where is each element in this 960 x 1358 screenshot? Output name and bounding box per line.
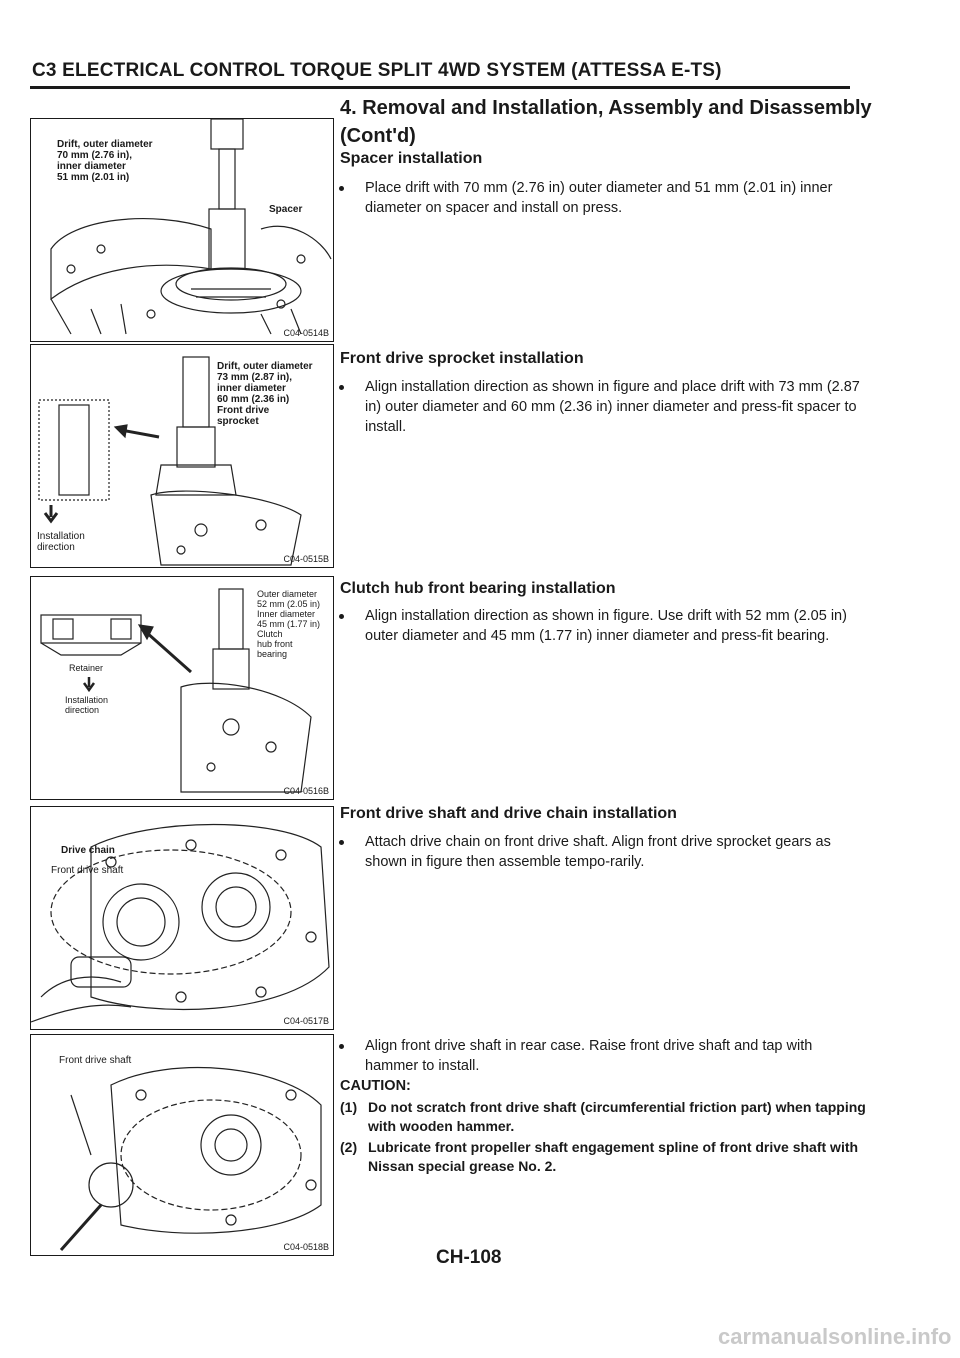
figure-illustration (31, 807, 333, 1029)
step-text-spacer: Place drift with 70 mm (2.76 in) outer diameter and 51 mm (2.01 in) inner diameter on spacer and install on press. (345, 178, 865, 218)
figure-illustration (31, 1035, 333, 1255)
figure-label-installation-direction: Installation direction (37, 531, 85, 553)
figure-front-drive-sprocket (30, 344, 334, 568)
figure-code: C04-0515B (283, 554, 329, 564)
figure-spacer-installation (30, 118, 334, 342)
figure-drive-chain (30, 806, 334, 1030)
step-text-clutch-hub-bearing: Align installation direction as shown in figure. Use drift with 52 mm (2.05 in) outer diameter and 45 mm (1.77 in) inner diameter and press-fit bearing. (345, 606, 865, 646)
figure-front-drive-shaft (30, 1034, 334, 1256)
bullet (339, 1044, 344, 1049)
section-title: 4. Removal and Installation, Assembly and Disassembly (Cont'd) (340, 97, 872, 147)
figure-label-retainer: Retainer (69, 663, 104, 673)
figure-label-front-drive-shaft: Front drive shaft (59, 1055, 132, 1066)
caution-title: CAUTION: (340, 1078, 411, 1094)
header-rule (30, 86, 850, 89)
caution-item: (1) Do not scratch front drive shaft (circumferential friction part) when tapping with wooden hammer. (340, 1099, 866, 1134)
step-text-front-drive-sprocket: Align installation direction as shown in figure and place drift with 73 mm (2.87 in) outer diameter and 60 mm (2.36 in) inner diameter and press-fit spacer to install. (345, 377, 865, 437)
figure-label-spacer: Spacer (269, 204, 303, 215)
bullet (339, 840, 344, 845)
bullet (339, 186, 344, 191)
figure-code: C04-0518B (283, 1242, 329, 1252)
figure-code: C04-0514B (283, 328, 329, 338)
step-title-clutch-hub-bearing: Clutch hub front bearing installation (340, 580, 616, 597)
page-header-title: C3 ELECTRICAL CONTROL TORQUE SPLIT 4WD SYSTEM (ATTESSA E-TS) (32, 60, 722, 81)
step-title-drive-shaft-chain: Front drive shaft and drive chain installation (340, 805, 677, 822)
bullet (339, 614, 344, 619)
bullet (339, 385, 344, 390)
figure-label-installation-direction: Installation direction (65, 695, 109, 715)
figure-label-front-drive-shaft: Front drive shaft (51, 865, 124, 876)
step-title-spacer: Spacer installation (340, 150, 483, 167)
figure-label: Drift, outer diameter 73 mm (2.87 in), inner diameter 60 mm (2.36 in) Front drive sprocket (217, 361, 313, 427)
step-text-align-shaft: Align front drive shaft in rear case. Raise front drive shaft and tap with hammer to install. (345, 1036, 865, 1076)
figure-label-drive-chain: Drive chain (61, 845, 115, 856)
step-text-drive-shaft-chain: Attach drive chain on front drive shaft. Align front drive sprocket gears as shown in figure then assemble tempo-rarily. (345, 832, 865, 872)
step-title-front-drive-sprocket: Front drive sprocket installation (340, 350, 584, 367)
figure-clutch-hub-bearing (30, 576, 334, 800)
figure-label: Drift, outer diameter 70 mm (2.76 in), inner diameter 51 mm (2.01 in) (57, 139, 153, 183)
figure-code: C04-0517B (283, 1016, 329, 1026)
caution-item: (2) Lubricate front propeller shaft engagement spline of front drive shaft with Nissan special grease No. 2. (340, 1139, 859, 1174)
watermark: carmanualsonline.info (718, 1324, 952, 1349)
figure-code: C04-0516B (283, 786, 329, 796)
figure-label: Outer diameter 52 mm (2.05 in) Inner diameter 45 mm (1.77 in) Clutch hub front bearing (257, 589, 321, 659)
page-number: CH-108 (436, 1247, 502, 1268)
